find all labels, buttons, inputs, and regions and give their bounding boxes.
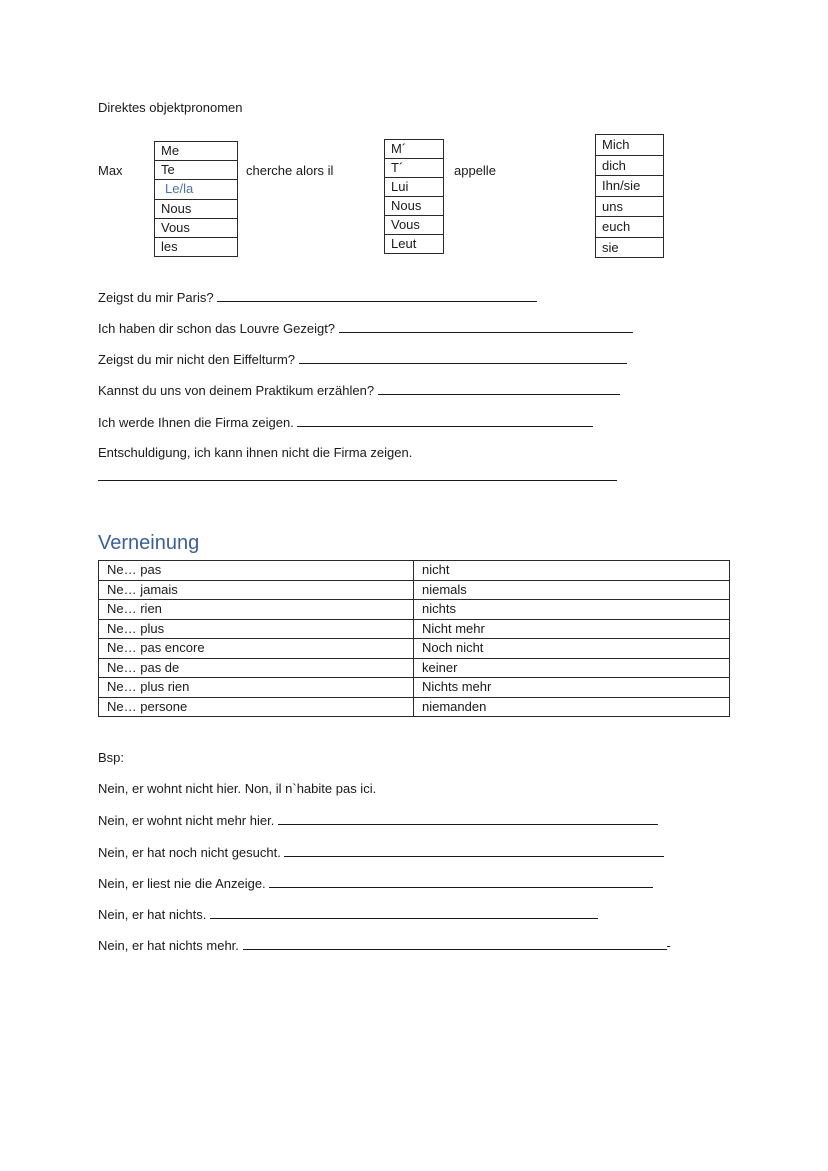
verb-phrase-1: cherche alors il	[246, 163, 334, 178]
exercise-row	[98, 812, 658, 828]
negation-fr: Ne… plus rien	[99, 678, 414, 698]
table-row	[99, 600, 730, 620]
negation-fr: Ne… pas encore	[99, 639, 414, 659]
exercise-row	[98, 414, 593, 430]
examples-label: Bsp:	[98, 750, 125, 765]
example-sentence: Nein, er wohnt nicht hier. Non, il n`habite pas ici.	[98, 781, 377, 796]
pronoun-table-de	[595, 134, 664, 258]
table-row	[99, 561, 730, 581]
table-row	[99, 639, 730, 659]
pronoun-cell: Te	[155, 161, 238, 180]
section-heading-pronouns: Direktes objektpronomen	[98, 100, 243, 115]
pronoun-cell: Vous	[385, 216, 444, 235]
exercise-row	[98, 351, 627, 367]
pronoun-cell: sie	[596, 237, 664, 258]
table-row	[99, 580, 730, 600]
exercise-text: Ich werde Ihnen die Firma zeigen.	[98, 415, 294, 430]
negation-de: Noch nicht	[414, 639, 730, 659]
answer-blank[interactable]	[269, 875, 653, 888]
exercise-row	[98, 844, 664, 860]
pronoun-cell: uns	[596, 196, 664, 217]
exercise-text: Zeigst du mir Paris?	[98, 290, 214, 305]
negation-fr: Ne… jamais	[99, 580, 414, 600]
pronoun-cell: Leut	[385, 235, 444, 254]
answer-blank[interactable]	[339, 320, 633, 333]
negation-de: keiner	[414, 658, 730, 678]
negation-fr: Ne… pas de	[99, 658, 414, 678]
negation-table	[98, 560, 730, 717]
pronoun-cell: Ihn/sie	[596, 176, 664, 197]
exercise-text: Zeigst du mir nicht den Eiffelturm?	[98, 352, 296, 367]
table-row	[99, 658, 730, 678]
exercise-text: Ich haben dir schon das Louvre Gezeigt?	[98, 321, 336, 336]
pronoun-cell: Vous	[155, 218, 238, 237]
exercise-row	[98, 382, 620, 398]
answer-blank[interactable]	[297, 414, 593, 427]
pronoun-cell: les	[155, 237, 238, 256]
exercise-text: Nein, er wohnt nicht mehr hier.	[98, 813, 275, 828]
exercise-row	[98, 320, 633, 336]
exercise-row	[98, 937, 671, 953]
exercise-row	[98, 445, 412, 460]
answer-blank[interactable]	[98, 468, 617, 481]
exercise-text: Nein, er liest nie die Anzeige.	[98, 876, 266, 891]
exercise-text: Nein, er hat noch nicht gesucht.	[98, 845, 281, 860]
negation-de: niemanden	[414, 697, 730, 717]
trailing-mark: -	[666, 938, 671, 953]
negation-fr: Ne… rien	[99, 600, 414, 620]
negation-fr: Ne… persone	[99, 697, 414, 717]
pronoun-cell: M´	[385, 140, 444, 159]
negation-de: nicht	[414, 561, 730, 581]
table-row	[99, 619, 730, 639]
pronoun-cell: Nous	[155, 199, 238, 218]
answer-blank[interactable]	[284, 844, 664, 857]
negation-de: nichts	[414, 600, 730, 620]
pronoun-cell	[155, 180, 238, 199]
exercise-text: Nein, er hat nichts mehr.	[98, 938, 239, 953]
exercise-row	[98, 906, 598, 922]
answer-blank[interactable]	[217, 289, 537, 302]
exercise-text: Kannst du uns von deinem Praktikum erzählen?	[98, 383, 375, 398]
pronoun-cell: Nous	[385, 197, 444, 216]
answer-blank[interactable]	[278, 812, 658, 825]
verb-phrase-2: appelle	[454, 163, 496, 178]
pronoun-cell: T´	[385, 159, 444, 178]
negation-de: Nichts mehr	[414, 678, 730, 698]
table-row	[99, 678, 730, 698]
exercise-text: Nein, er hat nichts.	[98, 907, 207, 922]
negation-fr: Ne… plus	[99, 619, 414, 639]
exercise-row	[98, 289, 537, 305]
answer-blank[interactable]	[243, 937, 667, 950]
answer-blank[interactable]	[299, 351, 627, 364]
negation-fr: Ne… pas	[99, 561, 414, 581]
negation-de: niemals	[414, 580, 730, 600]
pronoun-cell: Mich	[596, 135, 664, 156]
pronoun-cell: euch	[596, 217, 664, 238]
answer-blank[interactable]	[378, 382, 620, 395]
section-title-verneinung: Verneinung	[98, 532, 200, 554]
pronoun-cell: Lui	[385, 178, 444, 197]
subject-label: Max	[98, 163, 123, 178]
pronoun-text-highlight: Le/la	[165, 181, 194, 197]
pronoun-table-fr-2	[384, 139, 444, 254]
answer-blank[interactable]	[210, 906, 598, 919]
pronoun-table-fr	[154, 141, 238, 257]
exercise-row	[98, 875, 653, 891]
exercise-text: Entschuldigung, ich kann ihnen nicht die Firma zeigen.	[98, 445, 413, 460]
pronoun-cell: Me	[155, 142, 238, 161]
table-row	[99, 697, 730, 717]
negation-de: Nicht mehr	[414, 619, 730, 639]
pronoun-cell: dich	[596, 155, 664, 176]
